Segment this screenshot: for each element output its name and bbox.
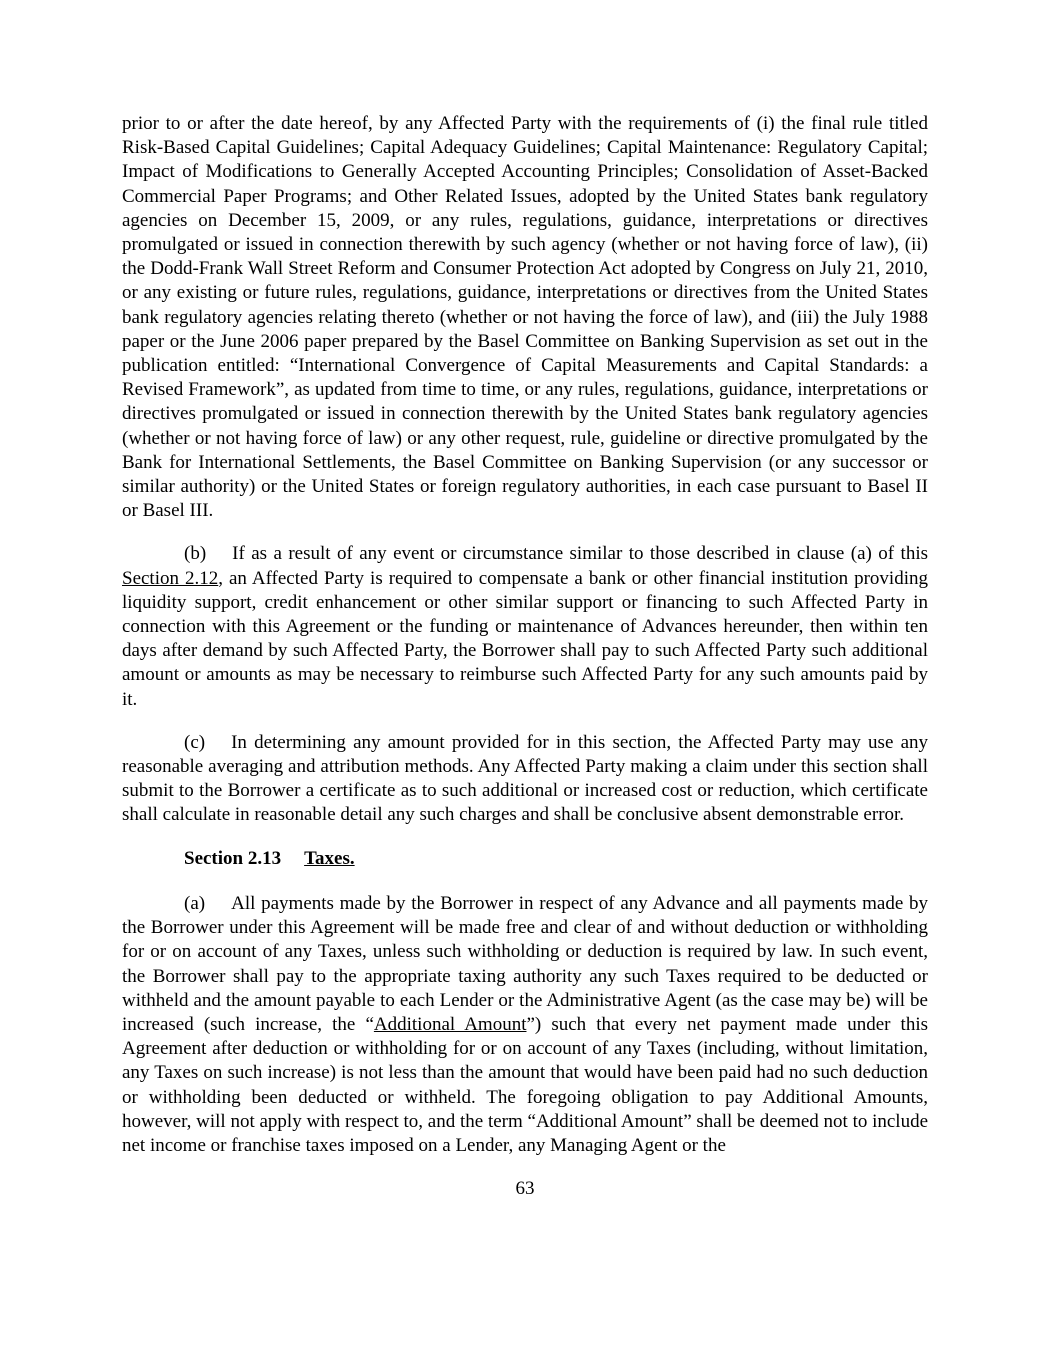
- paragraph-b-text-post: , an Affected Party is required to compensate a bank or other financial institution providing liquidity support, credit enhancement or other similar support or financing to such Affected Party in connection with this Agreement or the funding or maintenance of Advances hereunder, then within ten days after demand by such Affected Party, the Borrower shall pay to such Affected Party such additional amount or amounts as may be necessary to reimburse such Affected Party for any such amounts paid by it.: [122, 567, 928, 710]
- paragraph-a: [122, 892, 928, 1158]
- paragraph-c-label: (c): [184, 731, 206, 753]
- section-heading: [184, 847, 928, 871]
- paragraph-c: [122, 731, 928, 828]
- paragraph-a-text-post: ”) such that every net payment made under this Agreement after deduction or withholding for or on account of any Taxes (including, without limitation, any Taxes on such increase) is not less than the amount that would have been paid had no such deduction or withholding been deducted or withheld. The foregoing obligation to pay Additional Amounts, however, will not apply with respect to, and the term “Additional Amount” shall be deemed not to include net income or franchise taxes imposed on a Lender, any Managing Agent or the: [122, 1013, 929, 1156]
- section-heading-title: Taxes.: [304, 847, 355, 869]
- defined-term-additional-amount: Additional Amount: [373, 1013, 527, 1035]
- paragraph-c-text: In determining any amount provided for in this section, the Affected Party may use any reasonable averaging and attribution methods. Any Affected Party making a claim under this section shall submit to the Borrower a certificate as to such additional or increased cost or reduction, which certificate shall calculate in reasonable detail any such charges and shall be conclusive absent demonstrable error.: [122, 731, 928, 826]
- paragraph-continuation: prior to or after the date hereof, by any Affected Party with the requirements of (i) the final rule titled Risk-Based Capital Guidelines; Capital Adequacy Guidelines; Capital Maintenance: Regulatory Capital; Impact of Modifications to Generally Accepted Accounting Principles; Consolidation of Asset-Backed Commercial Paper Programs; and Other Related Issues, adopted by the United States bank regulatory agencies on December 15, 2009, or any rules, regulations, guidance, interpretations or directives promulgated or issued in connection therewith by such agency (whether or not having force of law), (ii) the Dodd-Frank Wall Street Reform and Consumer Protection Act adopted by Congress on July 21, 2010, or any existing or future rules, regulations, guidance, interpretations or directives from the United States bank regulatory agencies relating thereto (whether or not having the force of law), and (iii) the July 1988 paper or the June 2006 paper prepared by the Basel Committee on Banking Supervision as set out in the publication entitled: “International Convergence of Capital Measurements and Capital Standards: a Revised Framework”, as updated from time to time, or any rules, regulations, guidance, interpretations or directives promulgated or issued in connection therewith by the United States bank regulatory agencies (whether or not having force of law) or any other request, rule, guideline or directive promulgated by the Bank for International Settlements, the Basel Committee on Banking Supervision (or any successor or similar authority) or the United States or foreign regulatory authorities, in each case pursuant to Basel II or Basel III.: [122, 113, 928, 522]
- page-number: 63: [515, 1178, 535, 1200]
- paragraph-b: [122, 542, 928, 711]
- paragraph-a-label: (a): [184, 892, 206, 914]
- section-2-12-reference: Section 2.12: [122, 567, 219, 589]
- paragraph-b-text-pre: If as a result of any event or circumstance similar to those described in clause (a) of this: [232, 543, 928, 565]
- section-heading-number: Section 2.13: [184, 847, 282, 869]
- paragraph-a-text-pre: All payments made by the Borrower in respect of any Advance and all payments made by the Borrower under this Agreement will be made free and clear of and without deduction or withholding for or on account of any Taxes, unless such withholding or deduction is required by law. In such event, the Borrower shall pay to the appropriate taxing authority any such Taxes required to be deducted or withheld and the amount payable to each Lender or the Administrative Agent (as the case may be) will be increased (such increase, the “: [122, 892, 928, 1035]
- paragraph-b-label: (b): [184, 543, 207, 565]
